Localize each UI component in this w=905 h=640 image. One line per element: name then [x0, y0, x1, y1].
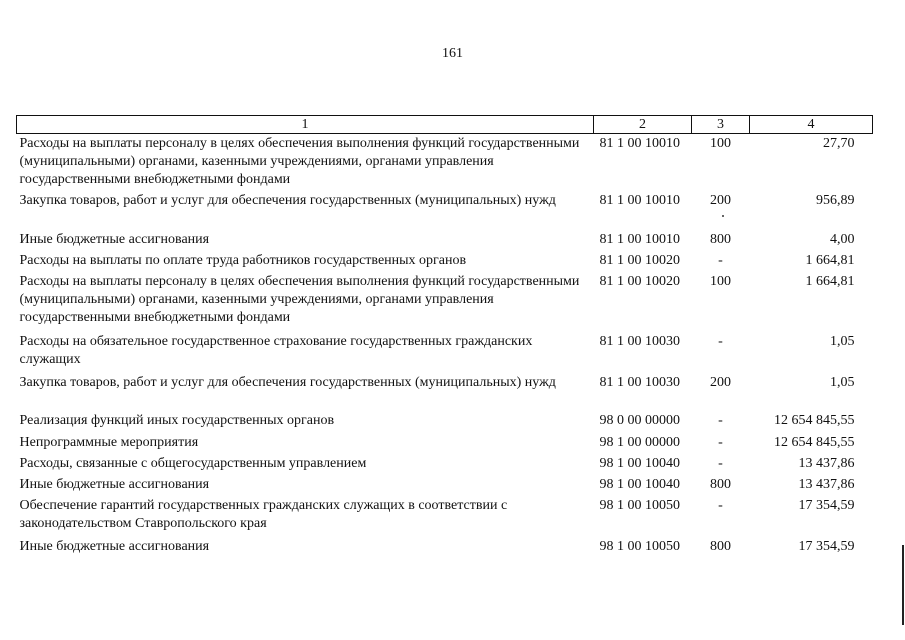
row-type: - [718, 253, 723, 268]
row-sum: 27,70 [823, 136, 855, 151]
row-sum: 12 654 845,55 [774, 413, 855, 428]
row-type: 800 [710, 477, 731, 492]
table-header-row [17, 116, 873, 134]
column-header-1: 1 [17, 116, 594, 134]
row-name: Реализация функций иных государственных органов [19, 413, 335, 428]
row-type: 200 [710, 193, 731, 208]
row-name: Расходы на обязательное государственное страхование государственных гражданских служащих [19, 334, 533, 367]
table-row [17, 475, 873, 496]
row-type: - [718, 456, 723, 471]
row-code: 81 1 00 10010 [599, 136, 680, 151]
row-name: Закупка товаров, работ и услуг для обеспечения государственных (муниципальных) нужд [19, 193, 556, 208]
row-code: 81 1 00 10020 [599, 253, 680, 268]
row-code: 81 1 00 10030 [599, 375, 680, 390]
row-type: 100 [710, 136, 731, 151]
row-sum: 956,89 [816, 193, 855, 208]
row-type: 100 [710, 274, 731, 289]
row-code: 81 1 00 10030 [599, 334, 680, 349]
row-name: Расходы на выплаты по оплате труда работников государственных органов [19, 253, 467, 268]
row-name: Иные бюджетные ассигнования [19, 539, 210, 554]
row-name: Расходы на выплаты персоналу в целях обеспечения выполнения функций государственными (муниципальными) органами, казенными учреждениями, органами управления государственными внебюджетными фондами [19, 136, 580, 187]
row-sum: 13 437,86 [798, 456, 855, 471]
row-type: 800 [710, 232, 731, 247]
row-code: 98 1 00 00000 [599, 435, 680, 450]
scan-edge-line [902, 545, 904, 625]
row-code: 81 1 00 10010 [599, 232, 680, 247]
row-name: Иные бюджетные ассигнования [19, 232, 210, 247]
row-sum: 1,05 [830, 375, 855, 390]
budget-table [16, 115, 873, 558]
row-code: 81 1 00 10020 [599, 274, 680, 289]
table-row [17, 454, 873, 475]
row-sum: 17 354,59 [798, 498, 855, 513]
table-row [17, 272, 873, 332]
scan-speck [722, 215, 724, 217]
row-name: Непрограммные мероприятия [19, 435, 199, 450]
table-row [17, 433, 873, 454]
row-code: 98 1 00 10040 [599, 477, 680, 492]
table-row [17, 411, 873, 433]
table-row [17, 373, 873, 411]
column-header-2: 2 [594, 116, 692, 134]
row-type: - [718, 435, 723, 450]
row-type: - [718, 498, 723, 513]
table-row [17, 537, 873, 558]
row-code: 98 0 00 00000 [599, 413, 680, 428]
table-row [17, 251, 873, 272]
row-code: 98 1 00 10040 [599, 456, 680, 471]
row-code: 98 1 00 10050 [599, 498, 680, 513]
table-row [17, 332, 873, 373]
column-header-3: 3 [692, 116, 750, 134]
row-name: Закупка товаров, работ и услуг для обеспечения государственных (муниципальных) нужд [19, 375, 556, 390]
row-sum: 1 664,81 [805, 274, 855, 289]
row-code: 81 1 00 10010 [599, 193, 680, 208]
row-sum: 4,00 [830, 232, 855, 247]
table-row [17, 191, 873, 230]
column-header-4: 4 [750, 116, 873, 134]
row-type: - [718, 413, 723, 428]
table-row [17, 230, 873, 251]
row-type: 200 [710, 375, 731, 390]
row-name: Расходы на выплаты персоналу в целях обеспечения выполнения функций государственными (муниципальными) органами, казенными учреждениями, органами управления государственными внебюджетными фондами [19, 274, 580, 325]
page-number: 161 [442, 46, 463, 61]
row-type: 800 [710, 539, 731, 554]
row-name: Иные бюджетные ассигнования [19, 477, 210, 492]
table-row [17, 134, 873, 192]
row-sum: 13 437,86 [798, 477, 855, 492]
row-type: - [718, 334, 723, 349]
row-sum: 17 354,59 [798, 539, 855, 554]
table-row [17, 496, 873, 537]
row-sum: 1 664,81 [805, 253, 855, 268]
row-code: 98 1 00 10050 [599, 539, 680, 554]
row-name: Обеспечение гарантий государственных гражданских служащих в соответствии с законодательством Ставропольского края [19, 498, 508, 531]
row-sum: 12 654 845,55 [774, 435, 855, 450]
row-name: Расходы, связанные с общегосударственным управлением [19, 456, 367, 471]
row-sum: 1,05 [830, 334, 855, 349]
